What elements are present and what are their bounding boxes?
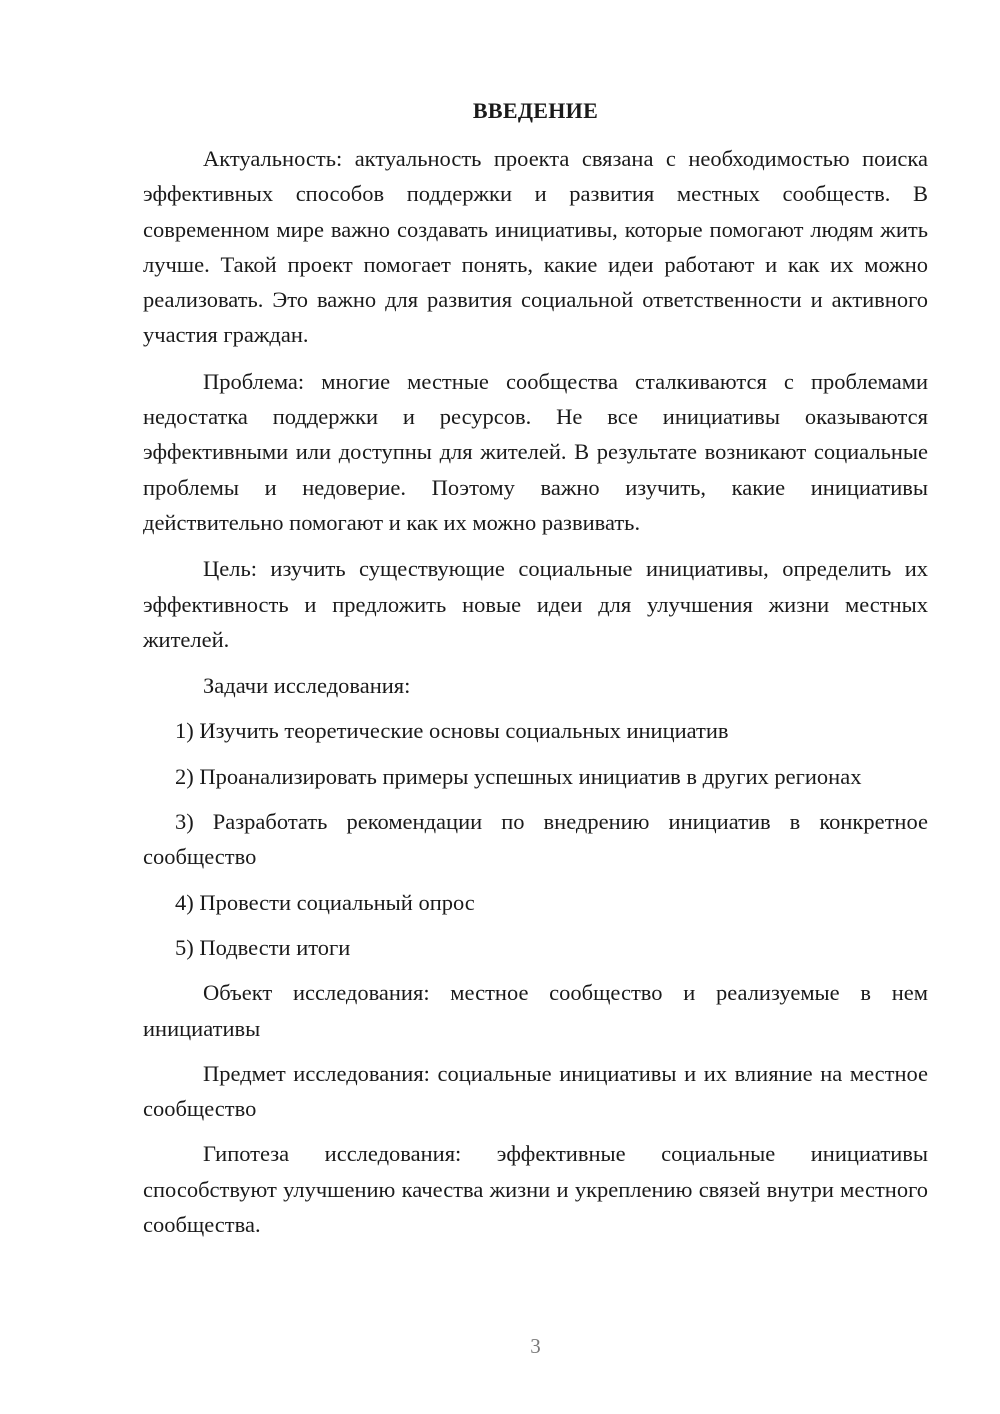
paragraph-subject: Предмет исследования: социальные инициативы и их влияние на местное сообщество: [143, 1060, 928, 1122]
task-item-1: 1) Изучить теоретические основы социальных инициатив: [175, 718, 729, 744]
paragraph-hypothesis: Гипотеза исследования: эффективные социальные инициативы способствуют улучшению качества жизни и укреплению связей внутри местного сообщества.: [143, 1141, 928, 1238]
paragraph-problem: Проблема: многие местные сообщества сталкиваются с проблемами недостатка поддержки и ресурсов. Не все инициативы оказываются эффективными или доступны для жителей. В результате возникают социальные проблемы и недоверие. Поэтому важно изучить, какие инициативы действительно помогают и как их можно развивать.: [143, 368, 928, 535]
section-title: ВВЕДЕНИЕ: [472, 98, 599, 123]
paragraph-goal: Цель: изучить существующие социальные инициативы, определить их эффективность и предложить новые идеи для улучшения жизни местных жителей.: [143, 556, 928, 652]
task-item-2: 2) Проанализировать примеры успешных инициатив в других регионах: [175, 763, 862, 789]
document-body: [143, 141, 928, 1242]
task-item-4: 4) Провести социальный опрос: [175, 889, 475, 915]
task-item-3: 3) Разработать рекомендации по внедрению инициатив в конкретное сообщество: [143, 809, 928, 870]
paragraph-tasks-heading: Задачи исследования:: [203, 673, 411, 699]
document-page: [143, 0, 928, 1414]
page-number: 3: [530, 1334, 541, 1358]
task-item-5: 5) Подвести итоги: [175, 934, 351, 960]
paragraph-object: Объект исследования: местное сообщество и реализуемые в нем инициативы: [143, 980, 928, 1041]
paragraph-relevance: Актуальность: актуальность проекта связана с необходимостью поиска эффективных способов поддержки и развития местных сообществ. В современном мире важно создавать инициативы, которые помогают людям жить лучше. Такой проект помогает понять, какие идеи работают и как их можно реализовать. Это важно для развития социальной ответственности и активного участия граждан.: [143, 146, 928, 348]
